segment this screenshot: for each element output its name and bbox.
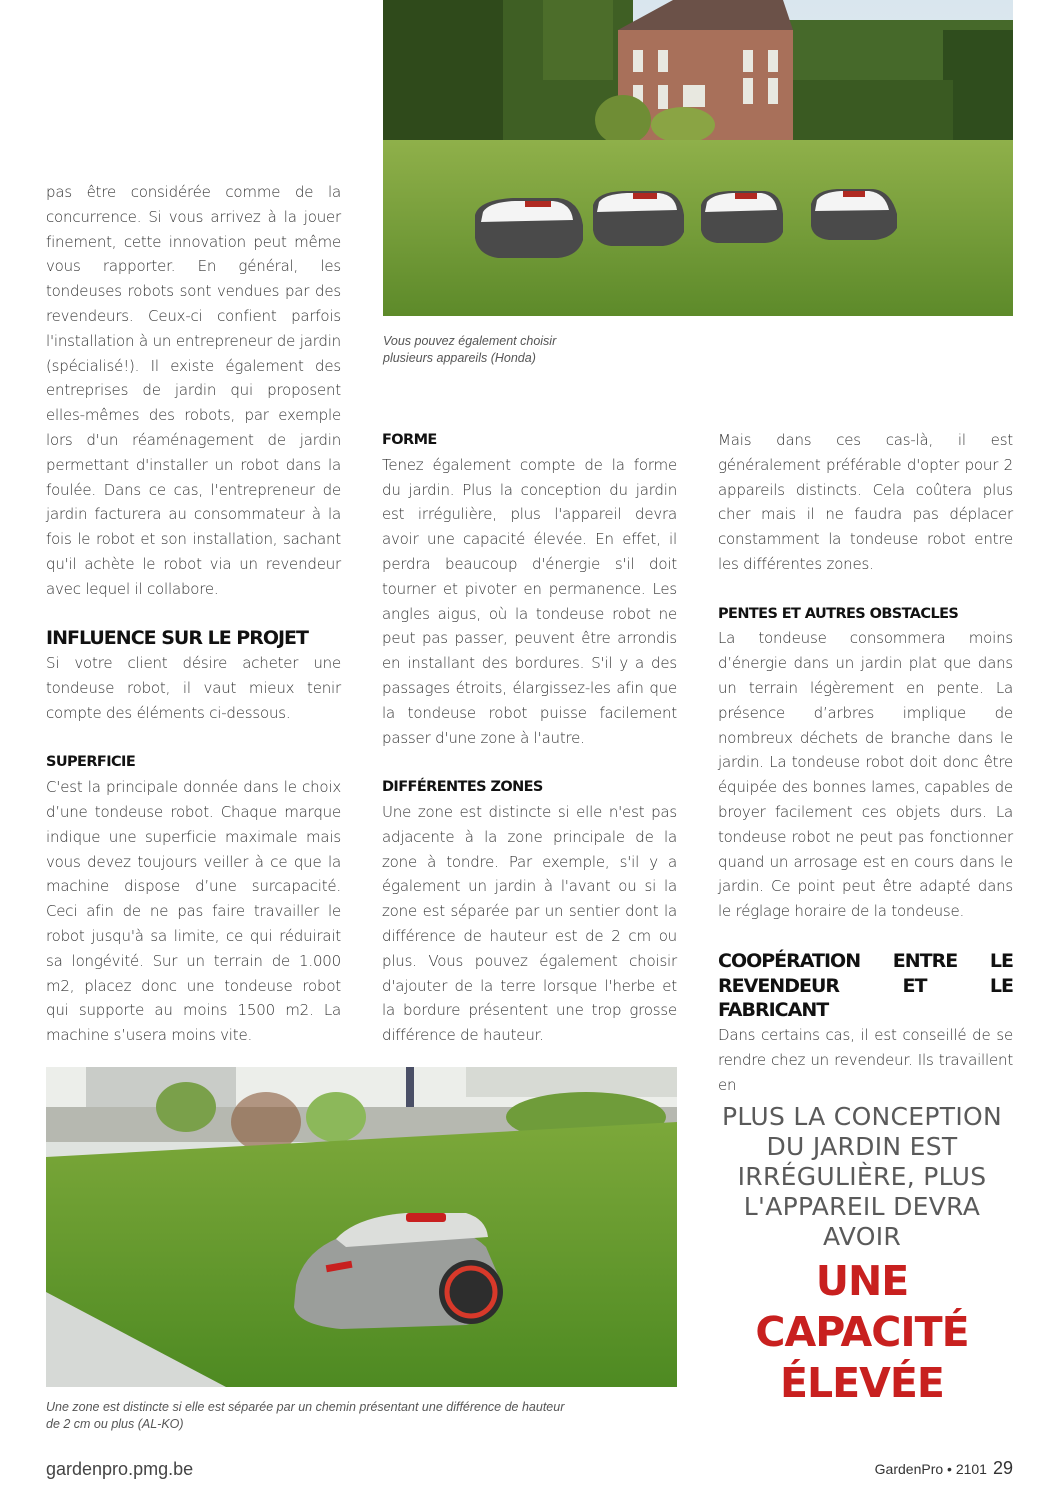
- section-heading-forme: FORME: [382, 432, 437, 448]
- body-paragraph: Mais dans ces cas-là, il est généralement préférable d'opter pour 2 appareils distincts. Cela coûtera plus cher mais il ne faudra pas déplacer constamment la tondeuse robot entre les différentes zones.: [718, 431, 1013, 573]
- footer-website[interactable]: gardenpro.pmg.be: [46, 1459, 194, 1479]
- body-paragraph: Si votre client désire acheter une tondeuse robot, il vaut mieux tenir compte des éléments ci-dessous.: [46, 654, 341, 722]
- body-paragraph: Tenez également compte de la forme du jardin. Plus la conception du jardin est irrégulière, plus l'appareil devra avoir une capacité élevée. En effet, il perdra beaucoup d'énergie s'il doit tourner et pivoter en permanence. Les angles aigus, où la tondeuse robot ne peut pas passer, peuvent être arrondis en installant des bordures. S'il y a des passages étroits, élargissez-les afin que la tondeuse robot puisse facilement passer d'une zone à l'autre.: [382, 455, 677, 747]
- section-heading-influence: INFLUENCE SUR LE PROJET: [46, 627, 308, 650]
- photo-mowers-mansion: [383, 0, 1013, 316]
- section-heading-pentes: PENTES ET AUTRES OBSTACLES: [718, 605, 959, 622]
- pull-quote-text: PLUS LA CONCEPTION DU JARDIN EST IRRÉGULIÈRE, PLUS L'APPAREIL DEVRA AVOIR: [721, 1102, 1002, 1251]
- body-paragraph: La tondeuse consommera moins d’énergie dans un jardin plat que dans un terrain légèrement en pente. La présence d’arbres implique de nombreux déchets de branche dans le jardin. La tondeuse robot doit donc être équipée des bonnes lames, capables de broyer facilement ces objets durs. La tondeuse robot ne peut pas fonctionner quand un arrosage est en cours dans le jardin. Ce point peut être adapté dans le réglage horaire de la tondeuse.: [718, 629, 1013, 921]
- article-column-1: [46, 180, 341, 1048]
- footer-magazine-issue: GardenPro • 2101: [874, 1461, 987, 1477]
- section-heading-cooperation: COOPÉRATION ENTRE LE REVENDEUR ET LE FABRICANT: [718, 949, 1013, 1022]
- body-paragraph: pas être considérée comme de la concurrence. Si vous arrivez à la jouer finement, cette innovation peut même vous rapporter. En général, les tondeuses robots sont vendues par des revendeurs. Ceux-ci confient parfois l'installation à un entrepreneur de jardin (spécialisé!). Il existe également des entreprises de jardin qui proposent elles-mêmes des robots, par exemple lors d'un réaménagement de jardin permettant d'installer un robot dans la foulée. Dans ce cas, l'entrepreneur de jardin facturera au consommateur à la fois le robot et son installation, sachant qu'il achète le robot via un revendeur avec lequel il collabore.: [46, 183, 341, 598]
- article-column-3: [718, 428, 1013, 1098]
- body-paragraph: C'est la principale donnée dans le choix d’une tondeuse robot. Chaque marque indique une superficie maximale mais vous devez toujours veiller à ce que la machine dispose d’une surcapacité. Ceci afin de ne pas faire travailler le robot jusqu'à sa limite, ce qui réduirait sa longévité. Sur un terrain de 1.000 m2, placez donc une tondeuse robot qui supporte au moins 1500 m2. La machine s’usera moins vite.: [46, 778, 341, 1045]
- article-column-2: [382, 428, 677, 1048]
- photo-caption-top: Vous pouvez également choisir plusieurs appareils (Honda): [383, 334, 557, 365]
- photo-robot-mower-lawn: [46, 1067, 677, 1387]
- body-paragraph: Dans certains cas, il est conseillé de se rendre chez un revendeur. Ils travaillent en: [718, 1026, 1013, 1094]
- photo-caption-bottom: Une zone est distincte si elle est séparée par un chemin présentant une différence de hauteur de 2 cm ou plus (AL-KO): [46, 1400, 565, 1431]
- body-paragraph: Une zone est distincte si elle n'est pas adjacente à la zone principale de la zone à tondre. Par exemple, s'il y a également un jardin à l'avant ou si la zone est séparée par un sentier dont la différence de hauteur est de 2 cm ou plus. Vous pouvez également choisir d'ajouter de la terre lorsque l'herbe et la bordure présentent une trop grosse différence de hauteur.: [382, 802, 677, 1045]
- pull-quote: [712, 1102, 1012, 1409]
- footer-issue: [875, 1458, 1013, 1479]
- section-heading-zones: DIFFÉRENTES ZONES: [382, 779, 543, 796]
- pull-quote-emphasis: UNE CAPACITÉ ÉLEVÉE: [755, 1257, 969, 1407]
- page-number: 29: [992, 1458, 1013, 1478]
- section-heading-superficie: SUPERFICIE: [46, 754, 136, 771]
